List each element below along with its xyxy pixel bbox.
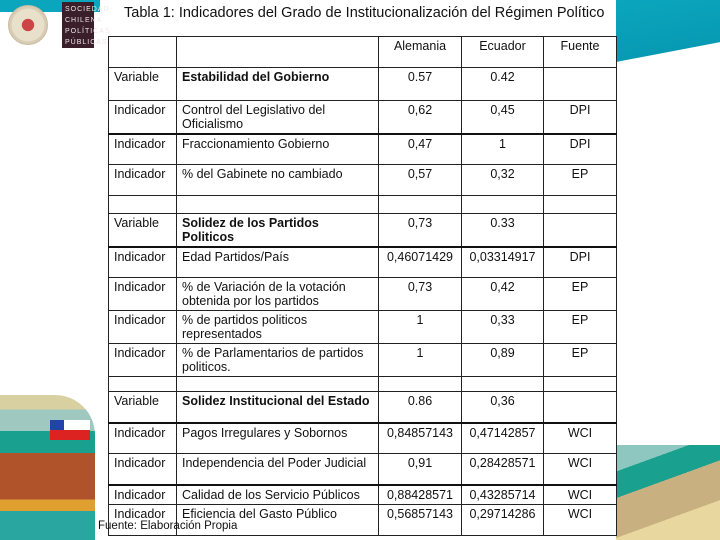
row-name: % de partidos politicos representados — [177, 311, 379, 344]
table-row — [109, 344, 617, 377]
logo-line: PÚBLICAS — [65, 39, 108, 46]
header-ecuador: Ecuador — [462, 37, 544, 68]
row-name: Calidad de los Servicio Públicos — [177, 485, 379, 505]
value-ecuador — [462, 377, 544, 392]
decorative-swoosh — [616, 0, 720, 62]
value-alemania: 0,47 — [379, 134, 462, 164]
row-name: Pagos Irregulares y Sobornos — [177, 423, 379, 454]
table-row — [109, 377, 617, 392]
table-title: Tabla 1: Indicadores del Grado de Institucionalización del Régimen Político — [124, 5, 605, 21]
row-type: Variable — [109, 213, 177, 247]
value-alemania: 1 — [379, 344, 462, 377]
university-seal-logo — [8, 5, 48, 45]
row-type: Variable — [109, 392, 177, 423]
row-type: Indicador — [109, 485, 177, 505]
value-fuente — [544, 377, 617, 392]
row-name — [177, 377, 379, 392]
value-alemania: 0,73 — [379, 213, 462, 247]
value-alemania — [379, 195, 462, 213]
value-ecuador: 0,03314917 — [462, 247, 544, 278]
table-row — [109, 101, 617, 135]
value-alemania: 0,88428571 — [379, 485, 462, 505]
logo-line: SOCIEDAD — [65, 6, 110, 13]
row-type: Indicador — [109, 164, 177, 195]
value-alemania: 1 — [379, 311, 462, 344]
decorative-collage-left — [0, 395, 95, 540]
value-alemania: 0,84857143 — [379, 423, 462, 454]
value-fuente — [544, 392, 617, 423]
row-type: Indicador — [109, 454, 177, 485]
header-cell — [177, 37, 379, 68]
row-type: Variable — [109, 68, 177, 101]
row-name: Edad Partidos/País — [177, 247, 379, 278]
table-row — [109, 195, 617, 213]
source-note: Fuente: Elaboración Propia — [98, 520, 238, 532]
row-type: Indicador — [109, 504, 177, 535]
logo-line: POLÍTICAS — [65, 28, 111, 35]
row-type: Indicador — [109, 311, 177, 344]
row-name: Control del Legislativo del Oficialismo — [177, 101, 379, 135]
value-alemania: 0,91 — [379, 454, 462, 485]
value-ecuador: 0,89 — [462, 344, 544, 377]
row-name: % de Parlamentarios de partidos politicos. — [177, 344, 379, 377]
row-name: % del Gabinete no cambiado — [177, 164, 379, 195]
header-alemania: Alemania — [379, 37, 462, 68]
value-fuente — [544, 213, 617, 247]
value-ecuador: 0,45 — [462, 101, 544, 135]
value-alemania: 0,73 — [379, 278, 462, 311]
value-alemania: 0,56857143 — [379, 504, 462, 535]
value-alemania: 0,57 — [379, 164, 462, 195]
table-row — [109, 164, 617, 195]
value-alemania: 0.86 — [379, 392, 462, 423]
value-ecuador: 0,43285714 — [462, 485, 544, 505]
value-alemania — [379, 377, 462, 392]
row-name: Solidez de los Partidos Politicos — [177, 213, 379, 247]
header-fuente: Fuente — [544, 37, 617, 68]
value-alemania: 0,46071429 — [379, 247, 462, 278]
table-row — [109, 278, 617, 311]
row-name: % de Variación de la votación obtenida por los partidos — [177, 278, 379, 311]
table-row — [109, 134, 617, 164]
value-ecuador: 0,32 — [462, 164, 544, 195]
table-row — [109, 485, 617, 505]
chile-flag-image — [50, 420, 90, 440]
row-name: Solidez Institucional del Estado — [177, 392, 379, 423]
value-ecuador — [462, 195, 544, 213]
decorative-collage-right — [616, 445, 720, 540]
header-cell — [109, 37, 177, 68]
indicators-table — [108, 36, 617, 536]
value-ecuador: 0,36 — [462, 392, 544, 423]
table-row — [109, 311, 617, 344]
value-alemania: 0,62 — [379, 101, 462, 135]
value-ecuador: 0,47142857 — [462, 423, 544, 454]
value-ecuador: 0.42 — [462, 68, 544, 101]
row-type: Indicador — [109, 101, 177, 135]
value-fuente: DPI — [544, 134, 617, 164]
value-ecuador: 0,28428571 — [462, 454, 544, 485]
value-ecuador: 0,42 — [462, 278, 544, 311]
value-ecuador: 0,29714286 — [462, 504, 544, 535]
row-type: Indicador — [109, 134, 177, 164]
row-type — [109, 377, 177, 392]
table-header-row — [109, 37, 617, 68]
row-type: Indicador — [109, 247, 177, 278]
society-logo — [62, 2, 111, 48]
value-fuente: EP — [544, 311, 617, 344]
value-fuente: WCI — [544, 423, 617, 454]
value-fuente — [544, 68, 617, 101]
value-fuente: EP — [544, 344, 617, 377]
value-fuente: EP — [544, 278, 617, 311]
row-name: Fraccionamiento Gobierno — [177, 134, 379, 164]
table-row — [109, 423, 617, 454]
row-type: Indicador — [109, 278, 177, 311]
row-name — [177, 195, 379, 213]
value-fuente: DPI — [544, 247, 617, 278]
value-fuente: EP — [544, 164, 617, 195]
row-name: Eficiencia del Gasto Público — [177, 504, 379, 535]
row-name: Estabilidad del Gobierno — [177, 68, 379, 101]
table-row — [109, 213, 617, 247]
value-ecuador: 0,33 — [462, 311, 544, 344]
value-ecuador: 1 — [462, 134, 544, 164]
value-fuente: DPI — [544, 101, 617, 135]
value-fuente: WCI — [544, 485, 617, 505]
table-row — [109, 247, 617, 278]
value-fuente — [544, 195, 617, 213]
value-fuente: WCI — [544, 504, 617, 535]
value-ecuador: 0.33 — [462, 213, 544, 247]
table-row — [109, 392, 617, 423]
value-fuente: WCI — [544, 454, 617, 485]
row-name: Independencia del Poder Judicial — [177, 454, 379, 485]
value-alemania: 0.57 — [379, 68, 462, 101]
row-type — [109, 195, 177, 213]
table-row — [109, 454, 617, 485]
row-type: Indicador — [109, 344, 177, 377]
row-type: Indicador — [109, 423, 177, 454]
logo-line: CHILENA — [65, 17, 103, 24]
table-row — [109, 68, 617, 101]
